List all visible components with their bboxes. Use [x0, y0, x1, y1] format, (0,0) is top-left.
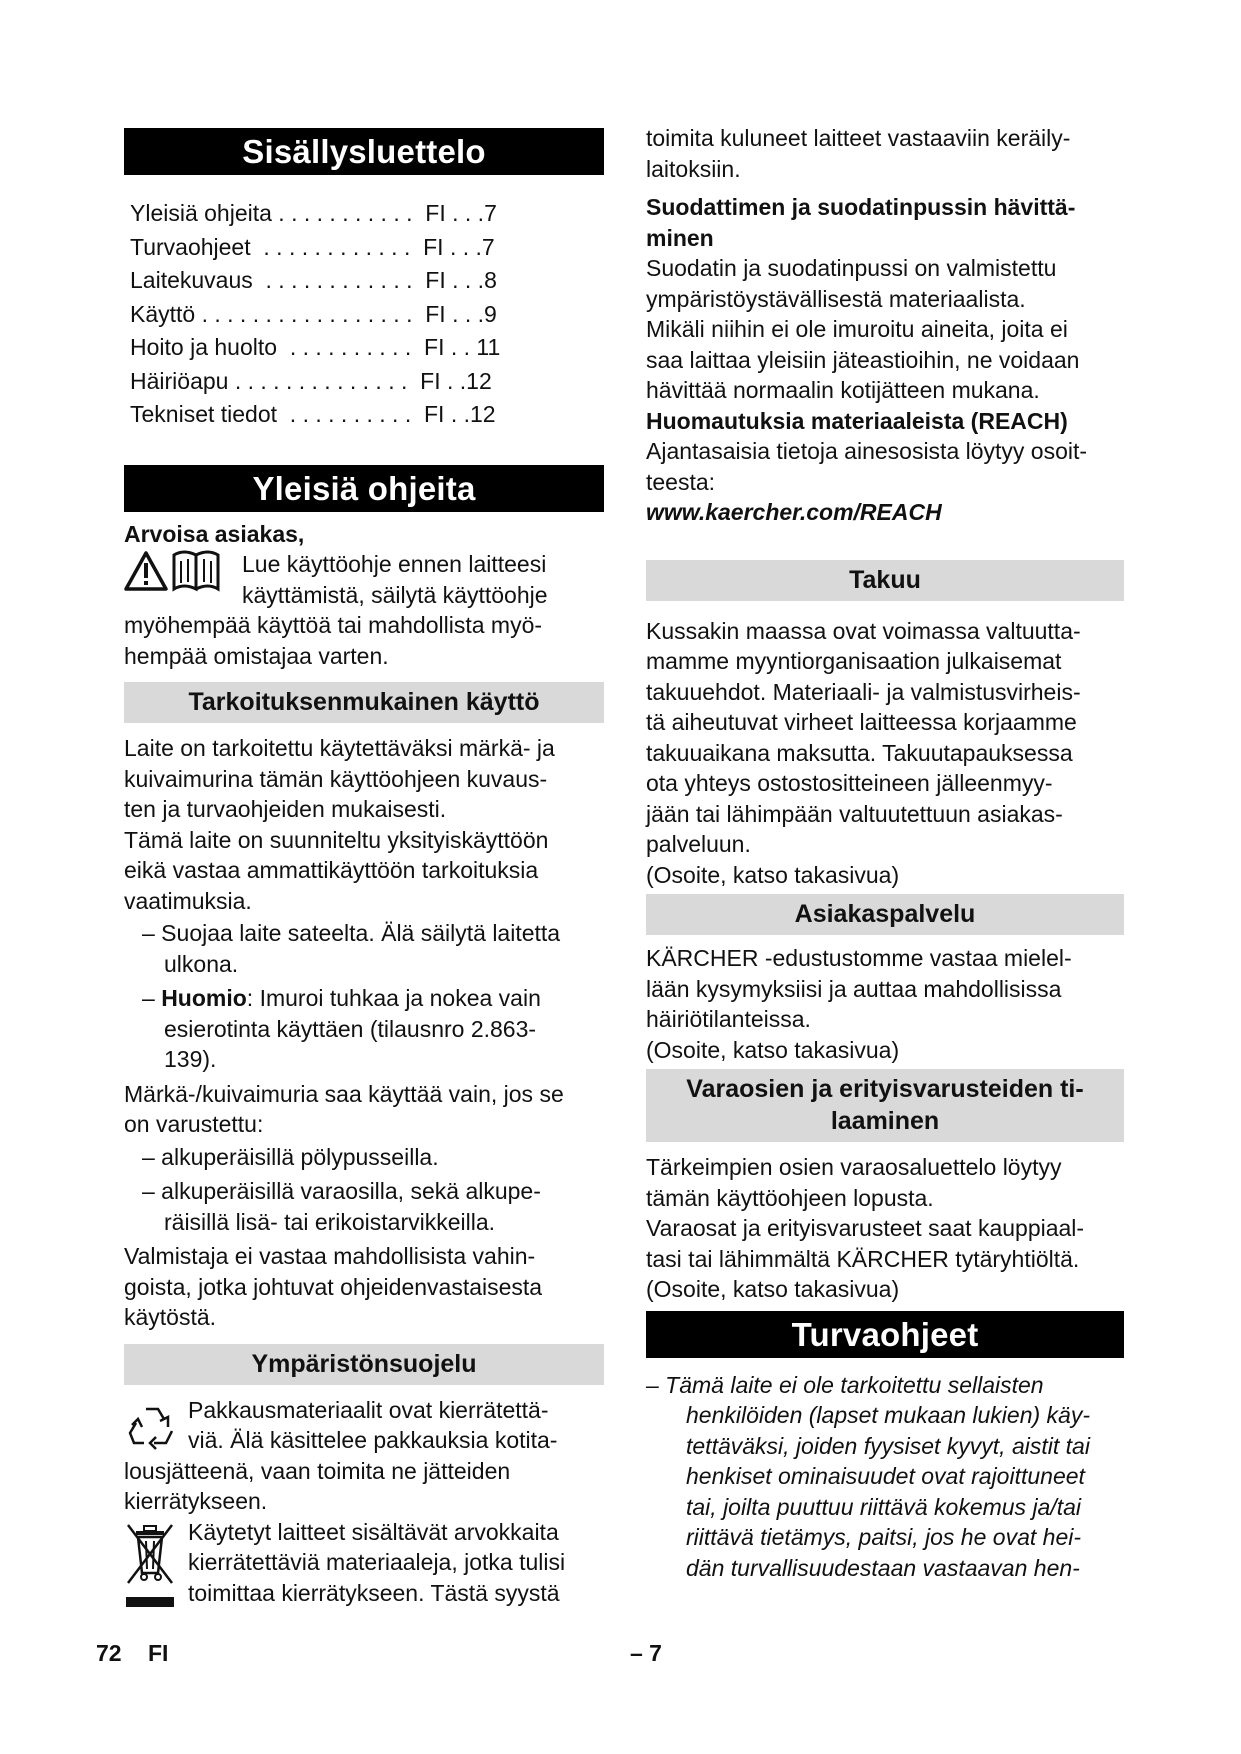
text-line: tasi tai lähimmältä KÄRCHER tytäryhtiöltä.	[646, 1245, 1080, 1272]
read-manual-block	[124, 549, 604, 610]
text-line: palveluun.	[646, 831, 751, 857]
dash-item	[124, 983, 604, 1075]
service-body	[646, 943, 1124, 1065]
safety-title: Turvaohjeet	[646, 1311, 1124, 1358]
footer-language: FI	[148, 1640, 169, 1666]
environment-title: Ympäristönsuojelu	[124, 1344, 604, 1385]
toc-row[interactable]: Turvaohjeet . . . . . . . . . . . . FI . . .7	[130, 233, 495, 260]
text-line: ympäristöystävällisestä materiaalista.	[646, 285, 1026, 312]
text-line: toimita kuluneet laitteet vastaaviin keräily-	[646, 125, 1071, 151]
text-line: tettäväksi, joiden fyysiset kyvyt, aistit tai	[686, 1432, 1090, 1459]
text-line: Varaosat ja erityisvarusteet saat kauppiaal-	[646, 1215, 1085, 1241]
text-line: – Suojaa laite sateelta. Älä säilytä laitetta	[142, 920, 561, 946]
text-line: Märkä-/kuivaimuria saa käyttää vain, jos se	[124, 1080, 564, 1107]
dash-item	[124, 1142, 604, 1173]
filter-title: Suodattimen ja suodatinpussin hävittä-	[646, 194, 1076, 220]
text-line: tai, joilta puuttuu riittävä kokemus ja/tai	[686, 1493, 1082, 1520]
parts-title-line: laaminen	[830, 1107, 940, 1135]
text-line: saa laittaa yleisiin jäteastioihin, ne voidaan	[646, 346, 1080, 373]
filter-title: minen	[646, 224, 714, 251]
text-line: räisillä lisä- tai erikoistarvikkeilla.	[164, 1208, 496, 1235]
text-line: Kussakin maassa ovat voimassa valtuutta-	[646, 617, 1081, 644]
toc-row[interactable]: Laitekuvaus . . . . . . . . . . . . FI . . .8	[130, 267, 497, 293]
text-line: toimittaa kierrätykseen. Tästä syystä	[188, 1579, 560, 1606]
reach-title: Huomautuksia materiaaleista (REACH)	[646, 407, 1068, 434]
parts-title	[646, 1069, 1124, 1142]
intro-text: myöhempää käyttöä tai mahdollista myö-	[124, 612, 543, 638]
text-line: lään kysymyksiisi ja auttaa mahdollisissa	[646, 975, 1062, 1002]
note-label: Huomio	[161, 985, 247, 1011]
intended-use-title: Tarkoituksenmukainen käyttö	[124, 682, 604, 723]
warranty-body	[646, 616, 1124, 891]
text-line: takuuehdot. Materiaali- ja valmistusvirheis-	[646, 678, 1081, 705]
text-line: tä aiheutuvat virheet laitteessa korjaamme	[646, 709, 1077, 735]
text-line: riittävä tietämys, paitsi, jos he ovat hei-	[686, 1524, 1081, 1550]
dash: –	[142, 985, 162, 1011]
text-line: : Imuroi tuhkaa ja nokea vain	[246, 985, 541, 1011]
greeting: Arvoisa asiakas,	[124, 520, 305, 547]
text-line: – alkuperäisillä varaosilla, sekä alkupe-	[142, 1178, 541, 1204]
left-column	[124, 128, 604, 1608]
text-line: tämän käyttöohjeen lopusta.	[646, 1184, 934, 1211]
intro-text: hempää omistajaa varten.	[124, 642, 389, 669]
warranty-title: Takuu	[646, 560, 1124, 601]
address-note: (Osoite, katso takasivua)	[646, 1036, 900, 1063]
parts-body	[646, 1152, 1124, 1305]
weee-block	[124, 1517, 604, 1609]
intro-line: käyttämistä, säilytä käyttöohje	[242, 581, 548, 608]
text-line: KÄRCHER -edustustomme vastaa mielel-	[646, 945, 1072, 971]
text-line: kuivaimurina tämän käyttöohjeen kuvaus-	[124, 765, 548, 792]
intro-line: Lue käyttöohje ennen laitteesi	[242, 551, 547, 577]
text-line: vaatimuksia.	[124, 887, 252, 914]
text-line: takuuaikana maksutta. Takuutapauksessa	[646, 739, 1073, 766]
text-line: on varustettu:	[124, 1111, 264, 1137]
dash-item	[124, 918, 604, 979]
text-line: jään tai lähimpään valtuutettuun asiakas-	[646, 800, 1063, 827]
address-note: (Osoite, katso takasivua)	[646, 861, 900, 888]
toc-title: Sisällysluettelo	[124, 128, 604, 175]
footer-center-page: – 7	[630, 1640, 662, 1666]
warning-book-icon	[124, 549, 232, 595]
toc-list	[130, 197, 604, 432]
text-line: ota yhteys ostostositteineen jälleenmyy-	[646, 770, 1053, 796]
text-line: dän turvallisuudestaan vastaavan hen-	[686, 1554, 1080, 1581]
toc-row[interactable]: Hoito ja huolto . . . . . . . . . . FI . . 11	[130, 334, 501, 360]
text-line: – Tämä laite ei ole tarkoitettu sellaisten	[646, 1371, 1044, 1398]
text-line: henkiset ominaisuudet ovat rajoittuneet	[686, 1463, 1085, 1489]
recycle-icon	[124, 1401, 180, 1457]
text-line: kierrätettäviä materiaaleja, jotka tulisi	[188, 1549, 566, 1575]
text-line: eikä vastaa ammattikäyttöön tarkoituksia	[124, 857, 539, 883]
text-line: käytöstä.	[124, 1304, 217, 1330]
toc-row[interactable]: Käyttö . . . . . . . . . . . . . . . . . FI . . .9	[130, 300, 497, 327]
text-line: henkilöiden (lapset mukaan lukien) käy-	[686, 1402, 1090, 1428]
text-line: 139).	[164, 1046, 217, 1072]
address-note: (Osoite, katso takasivua)	[646, 1276, 900, 1302]
crossed-bin-icon	[124, 1521, 176, 1613]
text-line: lousjätteenä, vaan toimita ne jätteiden	[124, 1457, 511, 1484]
text-line: goista, jotka johtuvat ohjeidenvastaisesta	[124, 1273, 543, 1300]
text-line: hävittää normaalin kotijätteen mukana.	[646, 377, 1040, 403]
text-line: Pakkausmateriaalit ovat kierrätettä-	[188, 1396, 549, 1423]
text-line: kierrätykseen.	[124, 1488, 268, 1514]
text-line: häiriötilanteissa.	[646, 1006, 811, 1032]
service-title: Asiakaspalvelu	[646, 894, 1124, 935]
text-line: ten ja turvaohjeiden mukaisesti.	[124, 796, 447, 822]
text-line: Käytetyt laitteet sisältävät arvokkaita	[188, 1518, 559, 1545]
text-line: teesta:	[646, 468, 716, 495]
text-line: – alkuperäisillä pölypusseilla.	[142, 1143, 439, 1170]
text-line: Mikäli niihin ei ole imuroitu aineita, joita ei	[646, 316, 1068, 342]
text-line: Valmistaja ei vastaa mahdollisista vahin-	[124, 1243, 536, 1269]
text-line: Tämä laite on suunniteltu yksityiskäyttöön	[124, 826, 549, 853]
dash-item	[124, 1176, 604, 1237]
general-title: Yleisiä ohjeita	[124, 465, 604, 512]
text-line: mamme myyntiorganisaation julkaisemat	[646, 648, 1062, 674]
footer-page-number: 72	[96, 1640, 122, 1666]
safety-body	[646, 1370, 1124, 1584]
right-column	[646, 123, 1124, 1583]
text-line: esierotinta käyttäen (tilausnro 2.863-	[164, 1015, 537, 1042]
text-line: Laite on tarkoitettu käytettäväksi märkä- ja	[124, 735, 555, 761]
intended-use-body	[124, 733, 604, 1333]
toc-row[interactable]: Tekniset tiedot . . . . . . . . . . FI . .12	[130, 401, 496, 427]
recycle-block	[124, 1395, 604, 1456]
text-line: Tärkeimpien osien varaosaluettelo löytyy	[646, 1154, 1062, 1180]
toc-row[interactable]: Yleisiä ohjeita . . . . . . . . . . . FI . . .7	[130, 200, 497, 226]
text-line: Suodatin ja suodatinpussi on valmistettu	[646, 255, 1057, 281]
text-line: Ajantasaisia tietoja ainesosista löytyy osoit-	[646, 438, 1088, 464]
parts-title-line: Varaosien ja erityisvarusteiden ti-	[686, 1075, 1084, 1103]
reach-link[interactable]: www.kaercher.com/REACH	[646, 499, 942, 525]
toc-row[interactable]: Häiriöapu . . . . . . . . . . . . . . FI . .12	[130, 367, 492, 394]
text-line: viä. Älä käsittelee pakkauksia kotita-	[188, 1427, 558, 1453]
text-line: laitoksiin.	[646, 155, 741, 182]
text-line: ulkona.	[164, 950, 239, 977]
